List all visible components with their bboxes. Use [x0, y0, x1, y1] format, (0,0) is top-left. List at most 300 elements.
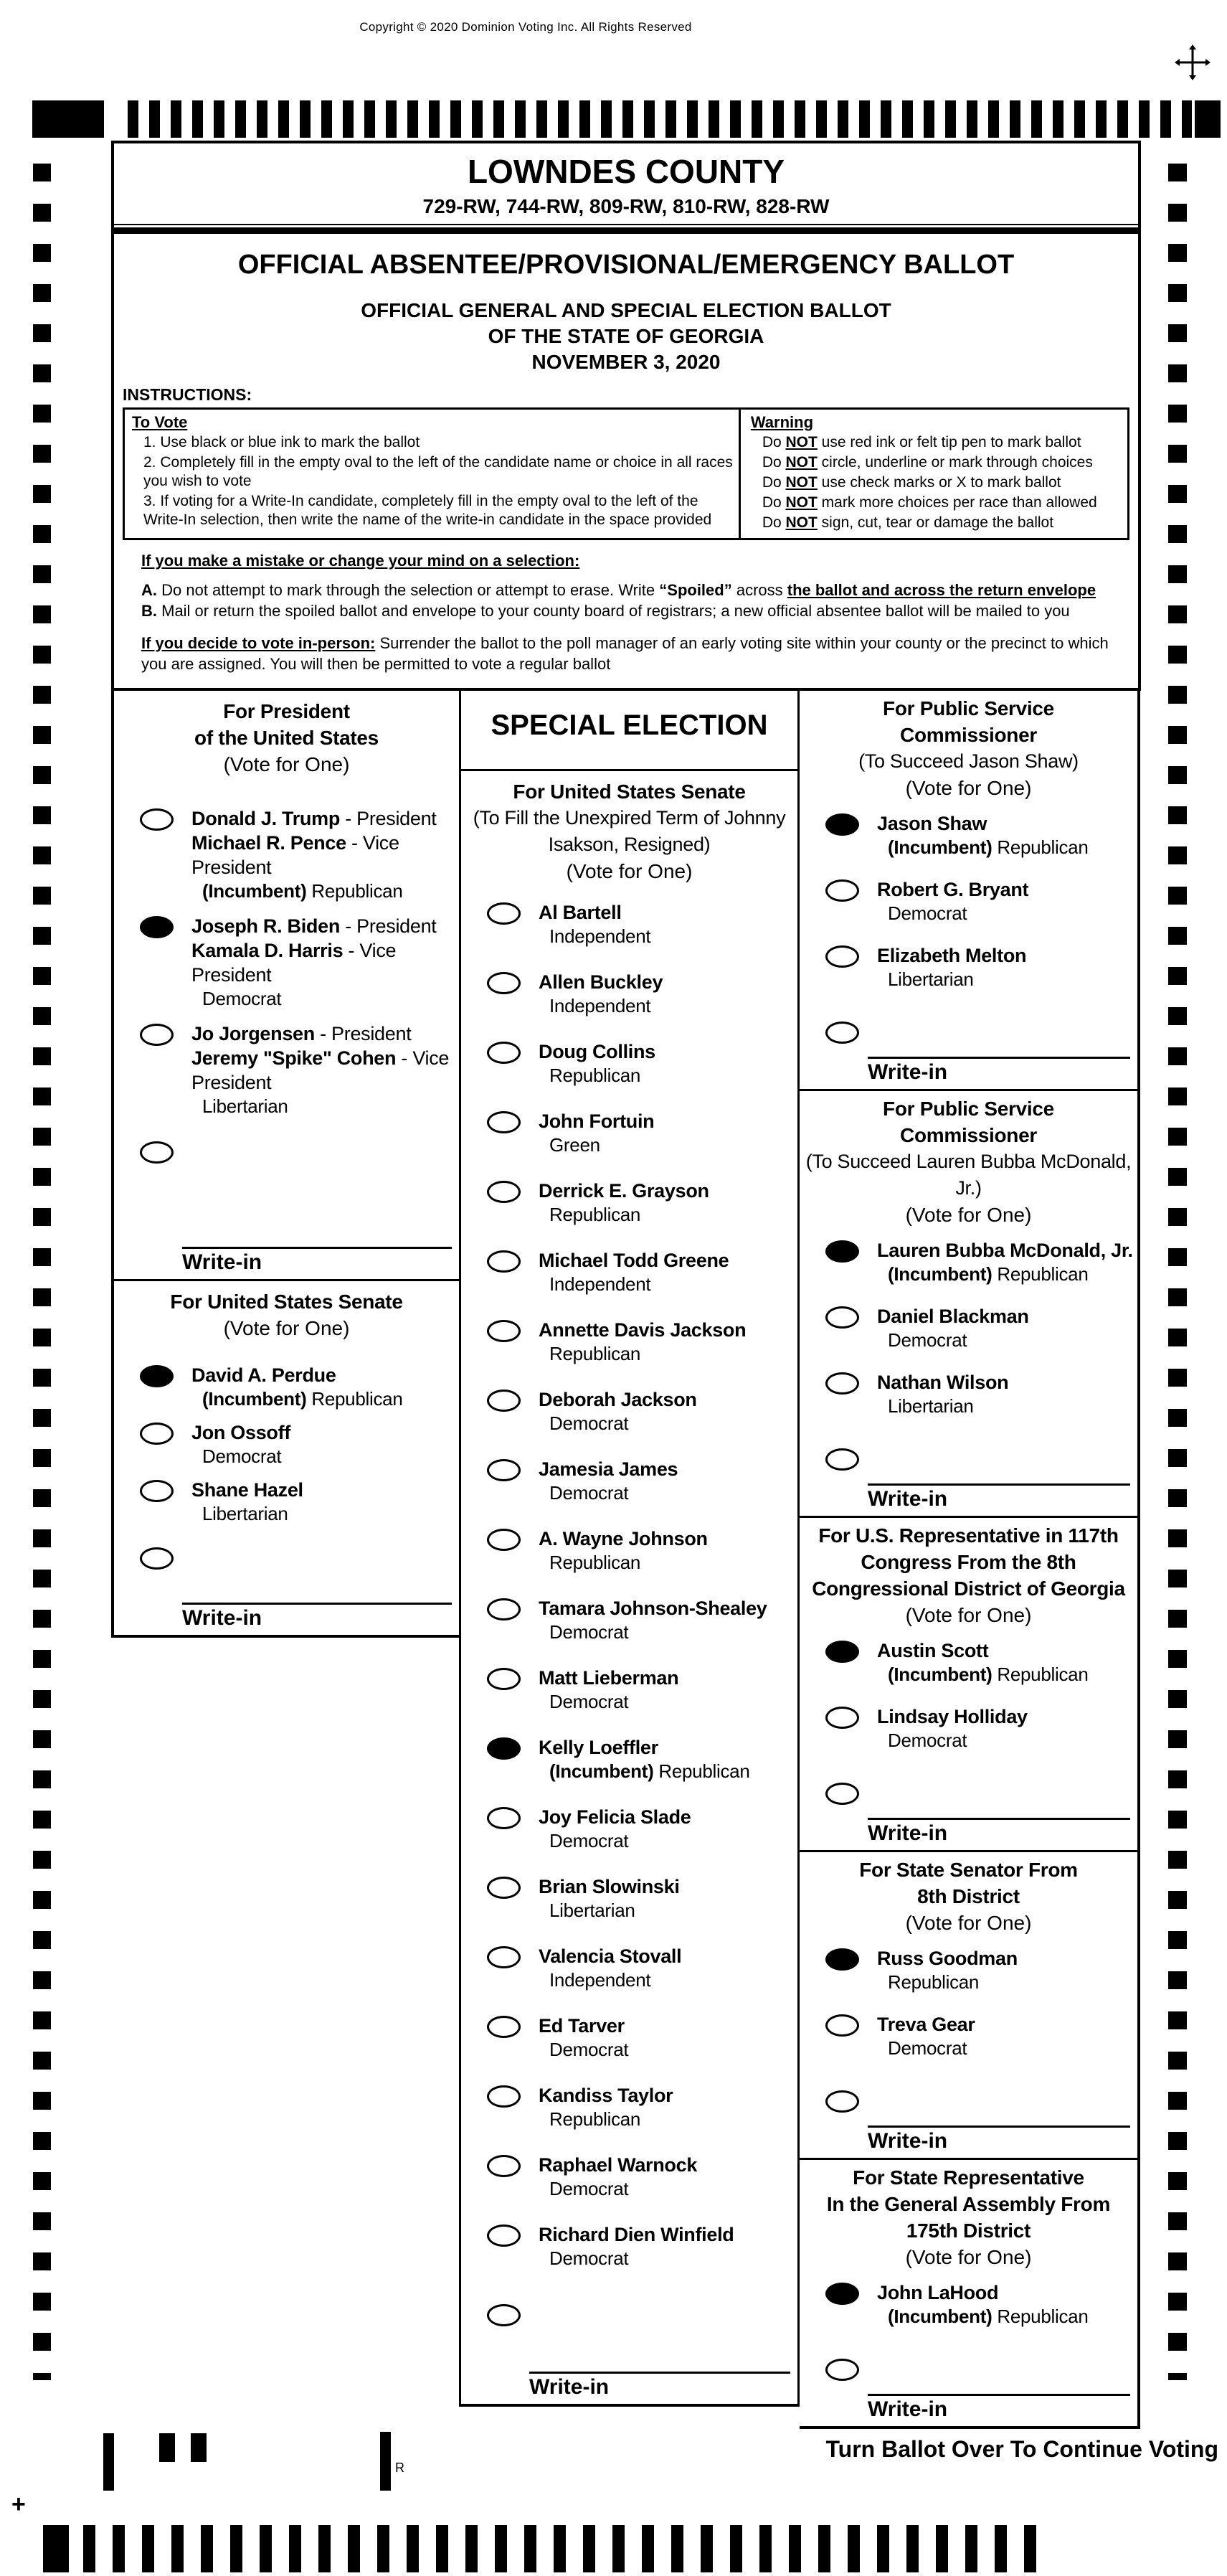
candidate-office-suffix: - Vice President [191, 940, 397, 986]
party-label: Democrat [549, 1621, 629, 1643]
oval-empty[interactable] [140, 1423, 174, 1445]
oval-empty[interactable] [487, 1598, 521, 1620]
oval-filled[interactable] [825, 1948, 859, 1971]
candidate-name [539, 1527, 708, 1551]
oval-filled[interactable] [140, 1365, 174, 1387]
candidate-party [191, 1445, 290, 1468]
party-label: Republican [997, 836, 1089, 858]
oval-empty[interactable] [487, 2085, 521, 2108]
incumbent-tag: (Incumbent) [202, 1388, 312, 1410]
oval-empty[interactable] [825, 945, 859, 968]
oval-filled[interactable] [825, 813, 859, 836]
candidate-name-bold: Richard Dien Winfield [539, 2224, 734, 2245]
write-in-oval-row [800, 2088, 1137, 2126]
candidate-text [539, 1944, 681, 1992]
mistake-title [141, 550, 1129, 571]
vote-for-label: (Vote for One) [566, 860, 693, 882]
vote-for-label: (Vote for One) [905, 1604, 1032, 1626]
oval-empty[interactable] [140, 1547, 174, 1570]
oval-empty[interactable] [487, 1807, 521, 1829]
warning-items [751, 433, 1122, 532]
candidate-office-suffix: - Vice President [191, 1047, 450, 1093]
candidate-name-bold: Tamara Johnson-Shealey [539, 1598, 767, 1619]
candidate-party [539, 994, 663, 1018]
candidate-row [461, 1527, 797, 1596]
write-in-area[interactable] [868, 2126, 1130, 2158]
candidate-party [539, 1203, 709, 1227]
candidate-name [877, 1946, 1018, 1971]
candidate-name [191, 1022, 459, 1046]
candidate-row [461, 1179, 797, 1248]
party-label: Democrat [549, 2178, 629, 2199]
text-run: mark more choices per race than allowed [817, 494, 1097, 511]
candidate-name [191, 914, 459, 938]
oval-empty[interactable] [487, 972, 521, 994]
candidate-name-bold: A. Wayne Johnson [539, 1528, 708, 1549]
candidate-name-bold: Valencia Stovall [539, 1945, 682, 1967]
text-run: Do [762, 454, 786, 471]
candidate-row [114, 1478, 459, 1535]
candidate-name [539, 2083, 673, 2108]
county-block [114, 143, 1138, 224]
party-label: Libertarian [202, 1503, 288, 1524]
oval-empty[interactable] [487, 902, 521, 925]
party-label: Republican [888, 1971, 980, 1993]
race-title: For President [223, 700, 350, 722]
candidate-row [800, 1238, 1137, 1304]
write-in-area[interactable] [868, 1483, 1130, 1516]
oval-empty[interactable] [825, 1783, 859, 1805]
candidate-name-bold: Jo Jorgensen [191, 1023, 315, 1044]
candidate-text [539, 970, 663, 1018]
precinct-list: 729-RW, 744-RW, 809-RW, 810-RW, 828-RW [422, 195, 830, 217]
candidate-row [461, 1735, 797, 1805]
race-subtitle: (To Fill the Unexpired Term of Johnny [473, 807, 786, 829]
candidate-row [800, 811, 1137, 877]
oval-empty[interactable] [487, 2224, 521, 2247]
candidate-row [800, 1638, 1137, 1704]
race-title: of the United States [194, 727, 379, 749]
write-in-area[interactable] [182, 1247, 452, 1279]
write-in-oval-row [800, 1780, 1137, 1818]
fraud-statement [131, 686, 1121, 691]
timing-mark-top-end [1195, 100, 1221, 138]
warning-title: Warning [750, 413, 814, 431]
candidate-name [191, 1478, 303, 1502]
text-run: Do not attempt to mark through the selection or attempt to erase. Write [157, 581, 660, 599]
race-title: For United States Senate [513, 780, 746, 803]
oval-empty[interactable] [487, 2155, 521, 2177]
candidate-name [877, 1370, 1008, 1395]
candidate-text [191, 1022, 459, 1118]
in-person-note [141, 633, 1129, 674]
candidate-party [877, 2037, 975, 2060]
candidate-text [539, 2014, 628, 2062]
party-label: Republican [658, 1760, 750, 1782]
candidate-text [191, 914, 459, 1011]
write-in-area[interactable] [868, 1057, 1130, 1089]
oval-filled[interactable] [825, 1641, 859, 1663]
candidate-row [461, 1039, 797, 1109]
oval-empty[interactable] [487, 1042, 521, 1064]
candidate-name [539, 1318, 746, 1342]
ballot-subtitles [114, 298, 1138, 375]
oval-empty[interactable] [825, 1707, 859, 1729]
mistake-section [141, 550, 1129, 674]
candidate-text [539, 1874, 680, 1922]
mistake-lines [141, 580, 1129, 621]
race-title: Congress From the 8th [861, 1551, 1076, 1573]
race-title: Commissioner [900, 724, 1037, 746]
candidate-row [114, 1022, 459, 1129]
write-in-label: Write-in [182, 1606, 262, 1630]
candidate-row [114, 914, 459, 1022]
candidate-party [539, 1829, 691, 1853]
candidate-name [191, 1046, 459, 1095]
candidate-name [877, 811, 1088, 836]
write-in-oval-row [800, 1446, 1137, 1483]
instructions-box [123, 407, 1129, 540]
candidate-text [539, 1596, 767, 1644]
registration-crosshair-icon [1173, 43, 1212, 82]
candidate-row [461, 1457, 797, 1527]
candidate-party [539, 1690, 678, 1714]
race-title: Congressional District of Georgia [812, 1577, 1125, 1600]
oval-empty[interactable] [487, 1390, 521, 1412]
candidate-text [539, 1527, 708, 1575]
oval-empty[interactable] [140, 808, 174, 831]
party-label: Democrat [202, 1445, 282, 1467]
oval-empty[interactable] [825, 1306, 859, 1329]
race-title: Commissioner [900, 1124, 1037, 1146]
write-in-label: Write-in [868, 2397, 948, 2421]
text-run: the ballot and across the return envelope [787, 581, 1096, 599]
vote-for-label: (Vote for One) [905, 1204, 1032, 1226]
candidate-row [114, 1420, 459, 1478]
race-section [461, 771, 797, 2404]
candidate-row [461, 1109, 797, 1179]
footer-bar-1 [103, 2433, 114, 2491]
write-in-area[interactable] [529, 2372, 790, 2404]
candidate-text [539, 1318, 746, 1366]
candidate-row [461, 1248, 797, 1318]
candidate-name [539, 1596, 767, 1620]
candidate-name [539, 1248, 729, 1273]
candidate-party [539, 1551, 708, 1575]
candidate-text [877, 1638, 1088, 1686]
mistake-line [141, 600, 1129, 621]
vote-for-label: (Vote for One) [905, 777, 1032, 799]
candidate-name-bold: Doug Collins [539, 1041, 655, 1062]
race-section [114, 691, 459, 1281]
instructions-label: INSTRUCTIONS: [123, 385, 252, 404]
oval-empty[interactable] [825, 1022, 859, 1044]
party-label: Democrat [549, 1412, 629, 1434]
write-in-oval-row [800, 1019, 1137, 1057]
candidate-office-suffix: - Vice President [191, 832, 399, 878]
candidate-name [877, 1238, 1133, 1263]
candidate-name-bold: Donald J. Trump [191, 808, 341, 829]
candidate-name-bold: Nathan Wilson [877, 1372, 1009, 1393]
column-left [111, 691, 459, 1638]
candidate-name-bold: Matt Lieberman [539, 1667, 679, 1689]
ballot-subtitle-2: OF THE STATE OF GEORGIA [488, 325, 764, 347]
write-in-area[interactable] [868, 1818, 1130, 1850]
candidate-name-bold: John LaHood [877, 2282, 999, 2303]
oval-empty[interactable] [825, 879, 859, 902]
candidate-name [539, 1805, 691, 1829]
oval-empty[interactable] [825, 2014, 859, 2037]
footer-square-1 [159, 2433, 175, 2462]
party-label: Democrat [202, 988, 282, 1009]
candidate-text [877, 1304, 1029, 1352]
candidate-name-bold: Brian Slowinski [539, 1876, 680, 1897]
candidate-text [877, 811, 1088, 859]
candidate-text [539, 1387, 697, 1435]
write-in-oval-row [114, 1139, 459, 1247]
incumbent-tag: (Incumbent) [549, 1760, 659, 1782]
to-vote-item: 1. Use black or blue ink to mark the ballot [143, 434, 420, 450]
party-label: Democrat [549, 2039, 629, 2060]
candidate-name-bold: Michael Todd Greene [539, 1250, 729, 1271]
party-label: Libertarian [888, 968, 974, 990]
race-subtitle: (To Succeed Jason Shaw) [858, 750, 1079, 772]
candidate-name [539, 1874, 680, 1899]
oval-filled[interactable] [825, 1240, 859, 1263]
text-run: Do [762, 494, 786, 511]
text-run: Do [762, 474, 786, 491]
ballot-subtitle-1: OFFICIAL GENERAL AND SPECIAL ELECTION BALLOT [361, 299, 891, 321]
text-run: circle, underline or mark through choices [817, 454, 1093, 471]
oval-empty[interactable] [487, 2016, 521, 2038]
oval-empty[interactable] [140, 1024, 174, 1046]
candidate-name [539, 970, 663, 994]
candidate-party [539, 1481, 678, 1505]
oval-empty[interactable] [487, 1111, 521, 1133]
party-label: Democrat [888, 2037, 967, 2059]
candidate-name [877, 2280, 1088, 2305]
vote-for-label: (Vote for One) [223, 753, 350, 775]
vote-for-label: (Vote for One) [905, 2246, 1032, 2268]
incumbent-tag: (Incumbent) [202, 880, 312, 902]
county-name: LOWNDES COUNTY [467, 153, 785, 190]
candidate-office-suffix: - President [340, 808, 437, 829]
candidate-party [877, 1263, 1133, 1286]
candidate-name [539, 1387, 697, 1412]
candidate-name-bold: Deborah Jackson [539, 1389, 697, 1410]
candidate-name [539, 1109, 654, 1133]
divider [114, 224, 1138, 225]
candidate-name-bold: John Fortuin [539, 1110, 655, 1132]
race-section [800, 691, 1137, 1091]
to-vote-item: 2. Completely fill in the empty oval to the left of the candidate name or choice in all races you wish to vote [143, 454, 733, 489]
ballot-subtitle-3: NOVEMBER 3, 2020 [531, 351, 721, 373]
candidate-party [539, 2038, 628, 2062]
candidate-party [877, 1729, 1028, 1752]
timing-marks-left [33, 164, 51, 2380]
candidate-name-bold: Jamesia James [539, 1458, 678, 1480]
oval-empty[interactable] [487, 1459, 521, 1481]
candidate-text [539, 1735, 749, 1783]
oval-empty[interactable] [487, 1320, 521, 1342]
candidate-row [461, 1666, 797, 1735]
candidate-name [539, 2222, 734, 2247]
race-title: For State Senator From [859, 1859, 1078, 1881]
oval-empty[interactable] [825, 1372, 859, 1395]
candidate-party [877, 2305, 1088, 2329]
candidate-name-bold: Joseph R. Biden [191, 915, 341, 937]
text-run: If you make a mistake or change your mind on a selection: [141, 552, 580, 570]
candidate-name [539, 900, 650, 925]
race-title: 8th District [917, 1885, 1020, 1907]
ballot-header-box [111, 141, 1141, 691]
oval-empty[interactable] [140, 1480, 174, 1502]
warning-item [762, 494, 1122, 512]
candidate-party [191, 1387, 402, 1411]
party-label: Independent [549, 1969, 651, 1991]
oval-empty[interactable] [487, 1946, 521, 1968]
party-label: Republican [549, 1065, 641, 1086]
oval-filled[interactable] [140, 916, 174, 938]
incumbent-tag: (Incumbent) [888, 836, 998, 858]
race-section [800, 1852, 1137, 2160]
oval-empty[interactable] [487, 1668, 521, 1690]
party-label: Libertarian [549, 1900, 635, 1921]
text-run: sign, cut, tear or damage the ballot [817, 514, 1054, 531]
race-title: In the General Assembly From [826, 2193, 1111, 2215]
candidate-name [877, 877, 1028, 902]
text-run: Do [762, 514, 786, 531]
footer-bar-2 [380, 2432, 391, 2491]
text-run: Surrender the ballot to the poll manager of an early voting site within your county or the precinct to which you are assigned. You will then be permitted to vote a regular ballot [141, 634, 1109, 673]
candidate-name-bold: Al Bartell [539, 902, 622, 923]
write-in-area[interactable] [182, 1603, 452, 1635]
to-vote-title: To Vote [132, 413, 188, 431]
oval-empty[interactable] [487, 1181, 521, 1203]
oval-empty[interactable] [140, 1141, 174, 1164]
oval-empty[interactable] [487, 1529, 521, 1551]
candidate-row [114, 806, 459, 914]
candidate-name-bold: Shane Hazel [191, 1479, 303, 1501]
candidate-name [191, 1363, 402, 1387]
candidate-row [800, 2280, 1137, 2346]
candidate-name-bold: David A. Perdue [191, 1364, 336, 1386]
candidate-text [191, 1363, 402, 1411]
text-run: use check marks or X to mark ballot [817, 474, 1061, 491]
candidate-party [191, 1502, 303, 1526]
column-middle [459, 691, 800, 2407]
candidate-name-bold: Elizabeth Melton [877, 945, 1027, 966]
warning-item [762, 473, 1122, 492]
candidate-name-bold: Jeremy "Spike" Cohen [191, 1047, 397, 1069]
candidate-party [539, 2247, 734, 2270]
candidate-party [539, 1760, 749, 1783]
party-label: Republican [549, 1204, 641, 1225]
candidate-name [539, 1944, 681, 1968]
turn-ballot-over-text: Turn Ballot Over To Continue Voting [825, 2436, 1218, 2462]
race-section [800, 1518, 1137, 1852]
candidate-party [191, 879, 459, 903]
candidate-name-bold: Russ Goodman [877, 1948, 1018, 1969]
candidate-party [539, 1620, 767, 1644]
candidate-text [539, 1248, 729, 1296]
vote-for-label: (Vote for One) [223, 1317, 350, 1339]
candidate-text [877, 1946, 1018, 1994]
candidate-party [877, 1395, 1008, 1418]
candidate-row [461, 1874, 797, 1944]
candidate-text [539, 1666, 678, 1714]
text-run: NOT [785, 434, 818, 450]
candidate-party [539, 2108, 673, 2131]
oval-empty[interactable] [487, 1250, 521, 1273]
candidate-party [539, 925, 650, 948]
write-in-oval-row [114, 1545, 459, 1603]
candidate-row [461, 1596, 797, 1666]
party-label: Republican [549, 1552, 641, 1573]
party-label: Republican [549, 2108, 641, 2130]
race-title: For United States Senate [170, 1291, 403, 1313]
candidate-name-bold: Lauren Bubba McDonald, Jr. [877, 1240, 1133, 1261]
oval-empty[interactable] [825, 1448, 859, 1471]
candidate-party [877, 968, 1026, 991]
timing-marks-bottom [83, 2525, 1053, 2572]
party-label: Libertarian [888, 1395, 974, 1417]
candidate-row [461, 2014, 797, 2083]
candidate-party [877, 1329, 1029, 1352]
candidate-name-bold: Annette Davis Jackson [539, 1319, 747, 1341]
candidate-text [539, 2083, 673, 2131]
candidate-office-suffix: - President [340, 915, 437, 937]
candidate-text [877, 2280, 1088, 2329]
oval-empty[interactable] [825, 2090, 859, 2113]
candidate-name [539, 1039, 655, 1064]
to-vote-items [132, 433, 733, 529]
timing-mark-top-block [32, 100, 104, 138]
write-in-area[interactable] [868, 2394, 1130, 2426]
oval-empty[interactable] [487, 1877, 521, 1899]
registered-mark: R [395, 2461, 404, 2475]
candidate-office-suffix: - President [314, 1023, 412, 1044]
party-label: Republican [997, 1664, 1089, 1685]
text-run: If you decide to vote in-person: [141, 634, 376, 652]
plus-mark: + [11, 2491, 26, 2518]
party-label: Libertarian [202, 1095, 288, 1117]
candidate-name-bold: Ed Tarver [539, 2015, 625, 2037]
candidate-row [461, 2083, 797, 2153]
race-title: For Public Service [883, 697, 1054, 720]
oval-empty[interactable] [487, 2304, 521, 2326]
party-label: Democrat [549, 2247, 629, 2269]
text-run: NOT [785, 514, 818, 531]
oval-filled[interactable] [487, 1737, 521, 1760]
candidate-party [877, 836, 1088, 859]
candidate-party [539, 1273, 729, 1296]
candidate-name-bold: Michael R. Pence [191, 832, 346, 854]
party-label: Democrat [549, 1691, 629, 1712]
candidate-party [539, 1412, 697, 1435]
candidate-text [877, 943, 1026, 991]
candidate-party [539, 2177, 697, 2201]
candidate-name [539, 1179, 709, 1203]
candidate-party [539, 1342, 746, 1366]
timing-marks-right [1168, 164, 1187, 2380]
candidate-name [877, 1638, 1088, 1663]
candidate-text [877, 877, 1028, 925]
oval-empty[interactable] [825, 2359, 859, 2381]
candidate-name-bold: Austin Scott [877, 1640, 989, 1661]
oval-filled[interactable] [825, 2283, 859, 2305]
timing-mark-bottom-block [43, 2525, 69, 2572]
